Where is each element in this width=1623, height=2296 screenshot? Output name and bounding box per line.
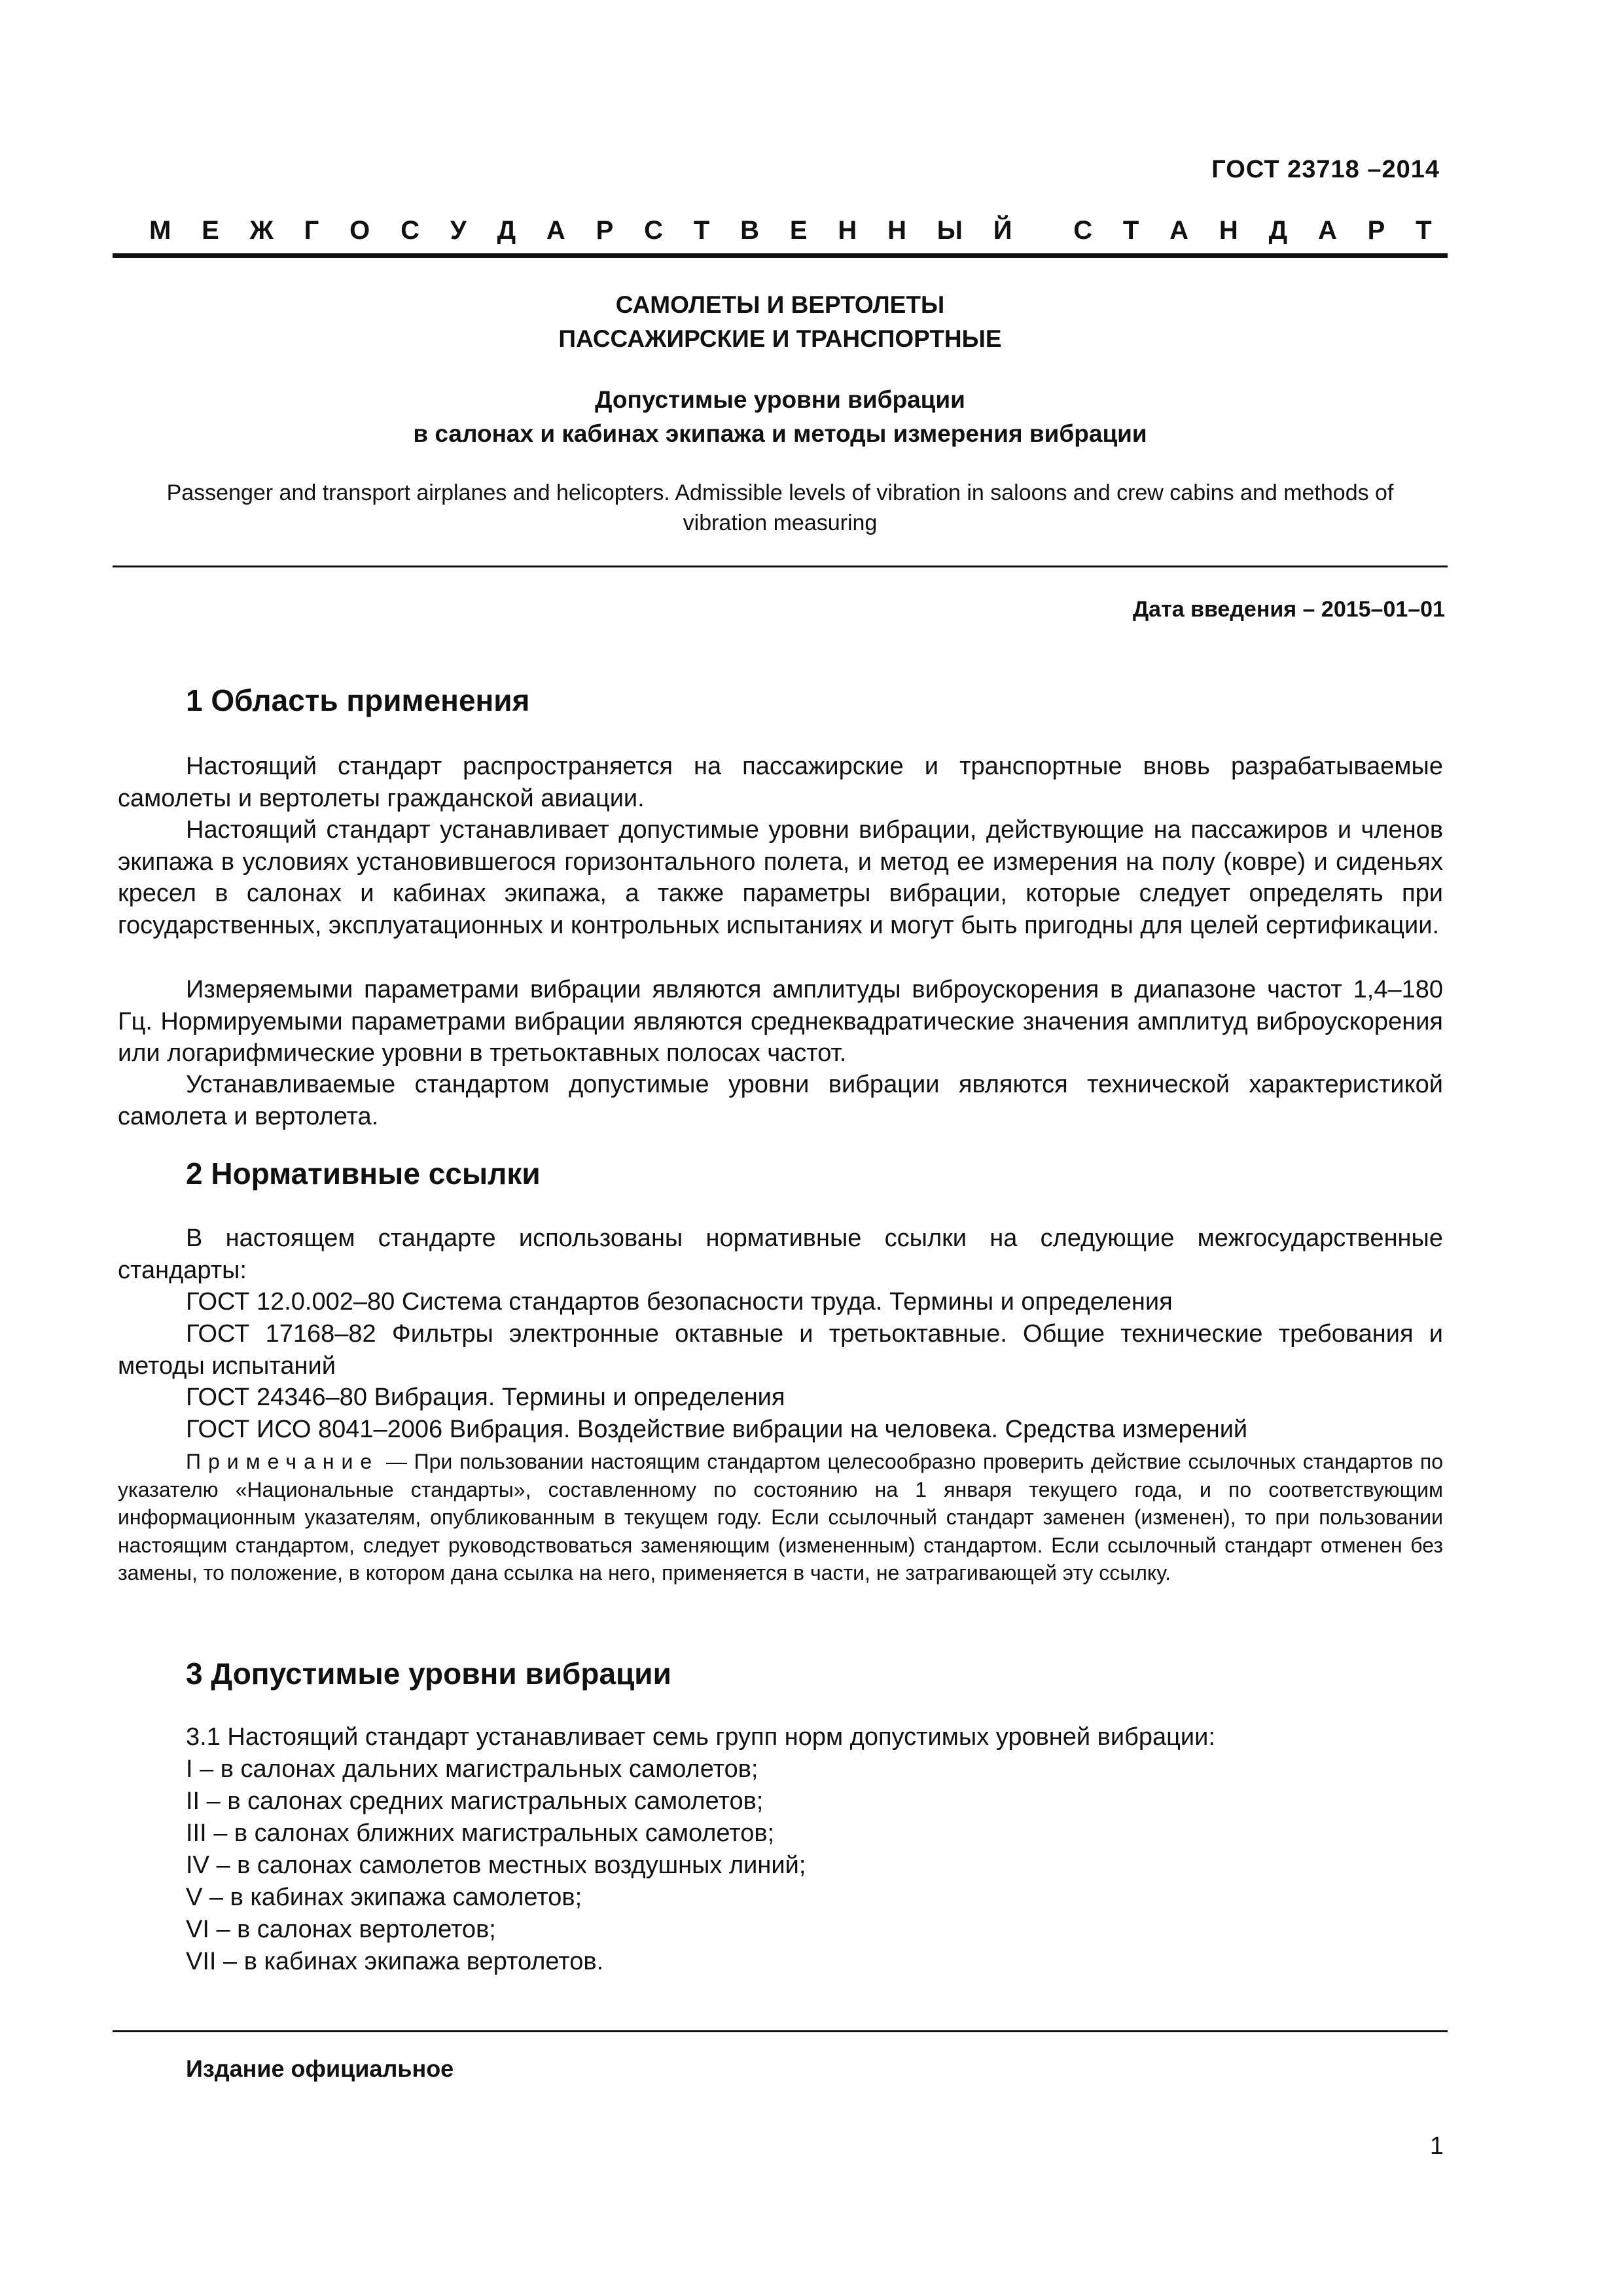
banner-letter: Н: [1219, 216, 1238, 245]
banner-letter: А: [546, 216, 565, 245]
paragraph: Настоящий стандарт распространяется на пассажирские и транспортные вновь разрабатываемые самолеты и вертолеты гражданской авиации.: [118, 753, 1443, 812]
banner-letter: С: [644, 216, 664, 245]
banner-letter: Р: [1367, 216, 1385, 245]
banner-letter: Е: [789, 216, 808, 245]
banner-letter: А: [1169, 216, 1189, 245]
section-heading-scope: 1 Область применения: [186, 683, 530, 717]
banner-letter: Н: [887, 216, 906, 245]
header-divider: [113, 253, 1448, 258]
list-item: II – в салонах средних магистральных самолетов;: [186, 1787, 764, 1815]
footer-divider: [113, 2030, 1448, 2032]
banner-letter: Д: [497, 216, 516, 245]
note-label: Примечание: [186, 1450, 380, 1473]
reference-item: ГОСТ 12.0.002–80 Система стандартов безопасности труда. Термины и определения: [186, 1288, 1173, 1316]
banner-letter: Е: [202, 216, 219, 245]
section-heading-normative-references: 2 Нормативные ссылки: [186, 1157, 541, 1191]
banner-letter: В: [740, 216, 759, 245]
banner-letter: Т: [1416, 216, 1432, 245]
paragraph: Настоящий стандарт устанавливает допустимые уровни вибрации, действующие на пассажиров и членов экипажа в условиях установившегося горизонтального полета, и метод ее измерения на полу (ковре) и сиденьях кресел в салонах и кабинах экипажа, а также параметры вибрации, которые следует определять при государственных, эксплуатационных и контрольных испытаниях и могут быть пригодны для целей сертификации.: [118, 816, 1443, 939]
list-item: VI – в салонах вертолетов;: [186, 1916, 496, 1943]
banner-letter: Ы: [936, 216, 963, 245]
introduction-date: Дата введения – 2015–01–01: [1132, 597, 1445, 622]
list-item: IV – в салонах самолетов местных воздушных линий;: [186, 1852, 806, 1879]
paragraph: 3.1 Настоящий стандарт устанавливает семь групп норм допустимых уровней вибрации:: [186, 1723, 1215, 1751]
document-number: ГОСТ 23718 –2014: [1211, 156, 1440, 183]
subtitle-line: Допустимые уровни вибрации: [595, 386, 965, 413]
list-item: VII – в кабинах экипажа вертолетов.: [186, 1948, 604, 1975]
list-item: I – в салонах дальних магистральных самолетов;: [186, 1755, 758, 1783]
paragraph: В настоящем стандарте использованы нормативные ссылки на следующие межгосударственные стандарты:: [118, 1225, 1443, 1284]
note: [118, 1448, 1443, 1587]
title-divider: [113, 565, 1448, 567]
document-title: [113, 288, 1448, 356]
banner-letter: С: [1073, 216, 1093, 245]
title-line: ПАССАЖИРСКИЕ И ТРАНСПОРТНЫЕ: [558, 325, 1002, 352]
banner-letter: О: [349, 216, 370, 245]
page-number: 1: [1429, 2132, 1444, 2160]
english-title: Passenger and transport airplanes and helicopters. Admissible levels of vibration in saloons and crew cabins and methods of vibration measuring: [166, 480, 1394, 535]
official-edition-label: Издание официальное: [186, 2055, 454, 2082]
banner-letter: Й: [993, 216, 1012, 245]
subtitle-line: в салонах и кабинах экипажа и методы измерения вибрации: [413, 420, 1147, 447]
note-text: — При пользовании настоящим стандартом целесообразно проверить действие ссылочных стандартов по указателю «Национальные стандарты», составленному по состоянию на 1 января текущего года, и по соответствующим информационным указателям, опубликованным в текущем году. Если ссылочный стандарт заменен (изменен), то при пользовании настоящим стандартом, следует руководствоваться заменяющим (измененным) стандартом. Если ссылочный стандарт отменен без замены, то положение, в котором дана ссылка на него, применяется в части, не затрагивающей эту ссылку.: [118, 1450, 1443, 1585]
reference-item: ГОСТ 24346–80 Вибрация. Термины и определения: [186, 1384, 785, 1411]
banner-letter: Т: [693, 216, 710, 245]
list-item: III – в салонах ближних магистральных самолетов;: [186, 1820, 775, 1847]
list-item: V – в кабинах экипажа самолетов;: [186, 1884, 582, 1911]
banner-letter: А: [1317, 216, 1337, 245]
banner-letter: С: [401, 216, 420, 245]
banner-letter: Р: [596, 216, 614, 245]
banner-letter: М: [149, 216, 171, 245]
title-line: САМОЛЕТЫ И ВЕРТОЛЕТЫ: [615, 291, 945, 318]
banner-letter: Д: [1268, 216, 1288, 245]
group-list: [186, 1753, 806, 1978]
banner-letter: Ж: [249, 216, 274, 245]
interstate-standard-banner: [149, 216, 1432, 245]
banner-letter: Н: [838, 216, 857, 245]
document-subtitle: [113, 383, 1448, 451]
paragraph: Измеряемыми параметрами вибрации являются амплитуды виброускорения в диапазоне частот 1,4–180 Гц. Нормируемыми параметрами вибрации являются среднеквадратические значения амплитуд виброускорения или логарифмические уровни в третьоктавных полосах частот.: [118, 976, 1443, 1067]
paragraph: Устанавливаемые стандартом допустимые уровни вибрации являются технической характеристикой самолета и вертолета.: [118, 1071, 1443, 1130]
banner-letter: Т: [1122, 216, 1139, 245]
banner-letter: Г: [304, 216, 319, 245]
reference-item: ГОСТ 17168–82 Фильтры электронные октавные и третьоктавные. Общие технические требования и методы испытаний: [118, 1320, 1443, 1380]
banner-letter: У: [450, 216, 467, 245]
reference-item: ГОСТ ИСО 8041–2006 Вибрация. Воздействие вибрации на человека. Средства измерений: [186, 1416, 1248, 1443]
section-heading-permissible-levels: 3 Допустимые уровни вибрации: [186, 1657, 671, 1691]
